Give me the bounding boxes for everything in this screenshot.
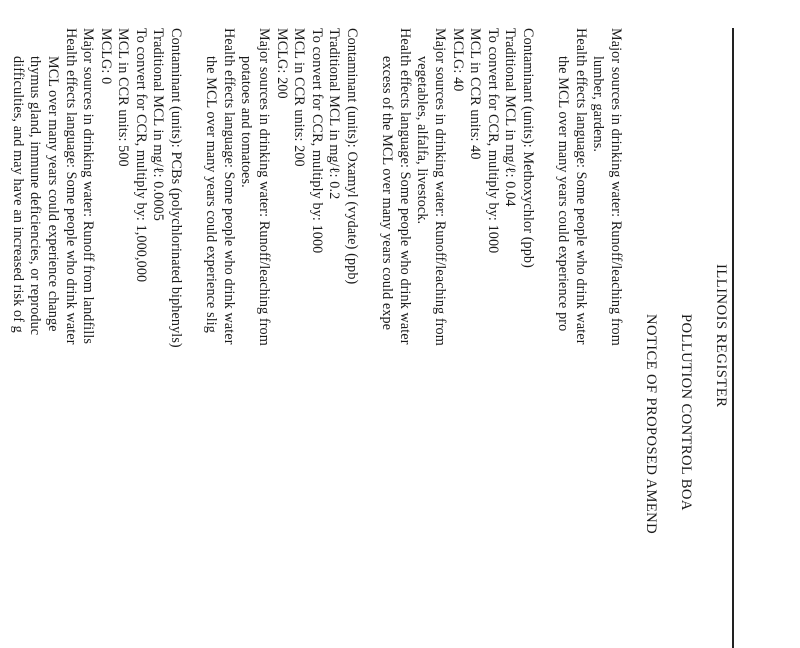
text-line: MCL over many years could experience change bbox=[44, 56, 61, 332]
text-line: MCLG: 40 bbox=[449, 28, 466, 92]
text-line: MCL in CCR units: 500 bbox=[115, 28, 132, 167]
text-line: vegetables, alfalfa, livestock. bbox=[414, 56, 431, 225]
text-line: difficulties, and may have an increased risk of g bbox=[9, 56, 26, 333]
register-title: ILLINOIS REGISTER bbox=[713, 264, 730, 408]
text-line: thymus gland, immune deficiencies, or reproduc bbox=[27, 56, 44, 336]
text-line: excess of the MCL over many years could expe bbox=[379, 56, 396, 331]
board-title: POLLUTION CONTROL BOA bbox=[678, 314, 695, 511]
notice-title: NOTICE OF PROPOSED AMEND bbox=[643, 314, 660, 535]
text-line: potatoes and tomatoes. bbox=[238, 56, 255, 188]
register-title-line bbox=[712, 28, 730, 628]
text-line: Contaminant (units): Oxamyl (vydate) (ppb) bbox=[344, 28, 361, 285]
text-line: Contaminant (units): PCBs (polychlorinated biphenyls) bbox=[168, 28, 185, 348]
spacer bbox=[536, 28, 554, 628]
text-line: Major sources in drinking water: Runoff from landfills bbox=[80, 28, 97, 345]
notice-title-line bbox=[642, 28, 660, 628]
rotated-document-body bbox=[0, 28, 734, 628]
text-line: To convert for CCR, multiply by: 1000 bbox=[484, 28, 501, 254]
text-line: the MCL over many years could experience pro bbox=[555, 56, 572, 332]
spacer bbox=[0, 28, 8, 628]
contaminant-section bbox=[202, 28, 360, 628]
contaminant-section bbox=[554, 28, 624, 628]
spacer bbox=[360, 28, 378, 628]
text-line: Traditional MCL in mg/ℓ: 0.2 bbox=[326, 28, 343, 200]
spacer bbox=[624, 28, 642, 628]
text-line: MCLG: 200 bbox=[273, 28, 290, 99]
header-rule bbox=[733, 28, 735, 648]
text-line: Contaminant (units): Methoxychlor (ppb) bbox=[519, 28, 536, 268]
text-line: the MCL over many years could experience slig bbox=[203, 56, 220, 333]
text-line: Major sources in drinking water: Runoff/leaching from bbox=[607, 28, 624, 346]
board-title-line bbox=[677, 28, 695, 628]
text-line: To convert for CCR, multiply by: 1,000,000 bbox=[132, 28, 149, 283]
text-line: Major sources in drinking water: Runoff/leaching from bbox=[432, 28, 448, 346]
text-line: Major sources in drinking water: Runoff/leaching from bbox=[256, 28, 273, 346]
spacer bbox=[184, 28, 202, 628]
text-line: Health effects language: Some people who drink water bbox=[572, 28, 589, 345]
text-line: MCL in CCR units: 200 bbox=[291, 28, 308, 167]
text-line: Health effects language: Some people who drink water bbox=[396, 28, 413, 345]
contaminant-sections bbox=[0, 28, 624, 628]
text-line: MCLG: 0 bbox=[97, 28, 114, 85]
text-line: To convert for CCR, multiply by: 1000 bbox=[308, 28, 325, 254]
text-line: MCL in CCR units: 40 bbox=[467, 28, 484, 160]
spacer bbox=[659, 28, 677, 628]
text-line: Traditional MCL in mg/ℓ: 0.04 bbox=[502, 28, 519, 207]
spacer bbox=[694, 28, 712, 628]
text-line: lumber, gardens. bbox=[590, 56, 607, 152]
text-line: Traditional MCL in mg/ℓ: 0.0005 bbox=[150, 28, 167, 221]
text-line: Health effects language: Some people who drink water bbox=[220, 28, 237, 345]
contaminant-section bbox=[378, 28, 536, 628]
text-line: Health effects language: Some people who drink water bbox=[62, 28, 79, 345]
contaminant-section bbox=[8, 28, 184, 628]
